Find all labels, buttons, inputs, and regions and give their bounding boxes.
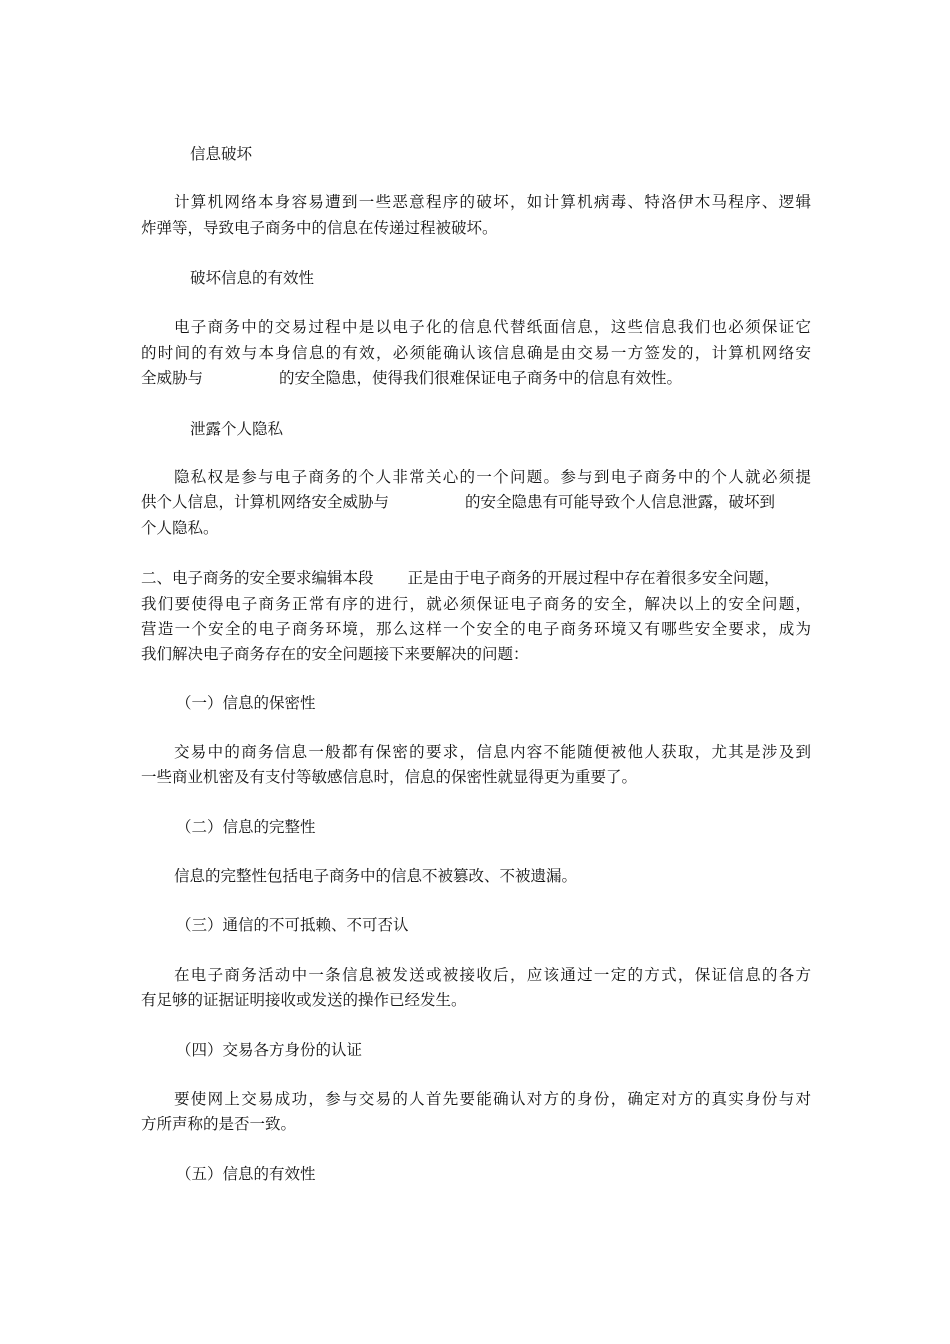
paragraph-line: 的时间的有效与本身信息的有效，必须能确认该信息确是由交易一方签发的，计算机网络安 [141,344,811,362]
heading-privacy-leak: 泄露个人隐私 [190,420,284,438]
heading-authentication: （四）交易各方身份的认证 [176,1041,363,1059]
paragraph-line: 我们解决电子商务存在的安全问题接下来要解决的问题： [141,645,529,663]
text-fragment: 的安全隐患有可能导致个人信息泄露，破坏到 [465,493,776,511]
paragraph-line [141,366,811,390]
paragraph-line: 信息的完整性包括电子商务中的信息不被篡改、不被遗漏。 [174,867,578,885]
heading-validity: （五）信息的有效性 [176,1165,316,1183]
section-header-line [141,566,811,590]
paragraph-line: 要使网上交易成功，参与交易的人首先要能确认对方的身份，确定对方的真实身份与对 [174,1090,811,1108]
text-fragment: 供个人信息，计算机网络安全威胁与 [141,493,390,511]
heading-validity-damage: 破坏信息的有效性 [190,269,315,287]
section-title-security-requirements: 二、电子商务的安全要求编辑本段 [141,569,374,587]
paragraph-line: 计算机网络本身容易遭到一些恶意程序的破坏，如计算机病毒、特洛伊木马程序、逻辑 [174,193,811,211]
text-fragment: 全威胁与 [141,369,204,387]
heading-info-destruction: 信息破坏 [190,145,253,163]
paragraph-line: 有足够的证据证明接收或发送的操作已经发生。 [141,991,467,1009]
heading-non-repudiation: （三）通信的不可抵赖、不可否认 [176,916,409,934]
paragraph-line: 方所声称的是否一致。 [141,1115,297,1133]
paragraph-line: 营造一个安全的电子商务环境，那么这样一个安全的电子商务环境又有哪些安全要求，成为 [141,620,811,638]
paragraph-line [141,490,811,514]
paragraph-line: 个人隐私。 [141,519,219,537]
paragraph-line: 交易中的商务信息一般都有保密的要求，信息内容不能随便被他人获取，尤其是涉及到 [174,743,811,761]
paragraph-line: 在电子商务活动中一条信息被发送或被接收后，应该通过一定的方式，保证信息的各方 [174,966,811,984]
paragraph-line: 隐私权是参与电子商务的个人非常关心的一个问题。参与到电子商务中的个人就必须提 [174,468,811,486]
heading-integrity: （二）信息的完整性 [176,818,316,836]
paragraph-line: 我们要使得电子商务正常有序的进行，就必须保证电子商务的安全，解决以上的安全问题， [141,595,811,613]
text-fragment: 正是由于电子商务的开展过程中存在着很多安全问题， [407,569,780,587]
paragraph-line: 炸弹等，导致电子商务中的信息在传递过程被破坏。 [141,219,498,237]
paragraph-line: 一些商业机密及有支付等敏感信息时，信息的保密性就显得更为重要了。 [141,768,638,786]
text-fragment: 的安全隐患，使得我们很难保证电子商务中的信息有效性。 [279,369,683,387]
heading-confidentiality: （一）信息的保密性 [176,694,316,712]
paragraph-line: 电子商务中的交易过程中是以电子化的信息代替纸面信息，这些信息我们也必须保证它 [174,318,811,336]
